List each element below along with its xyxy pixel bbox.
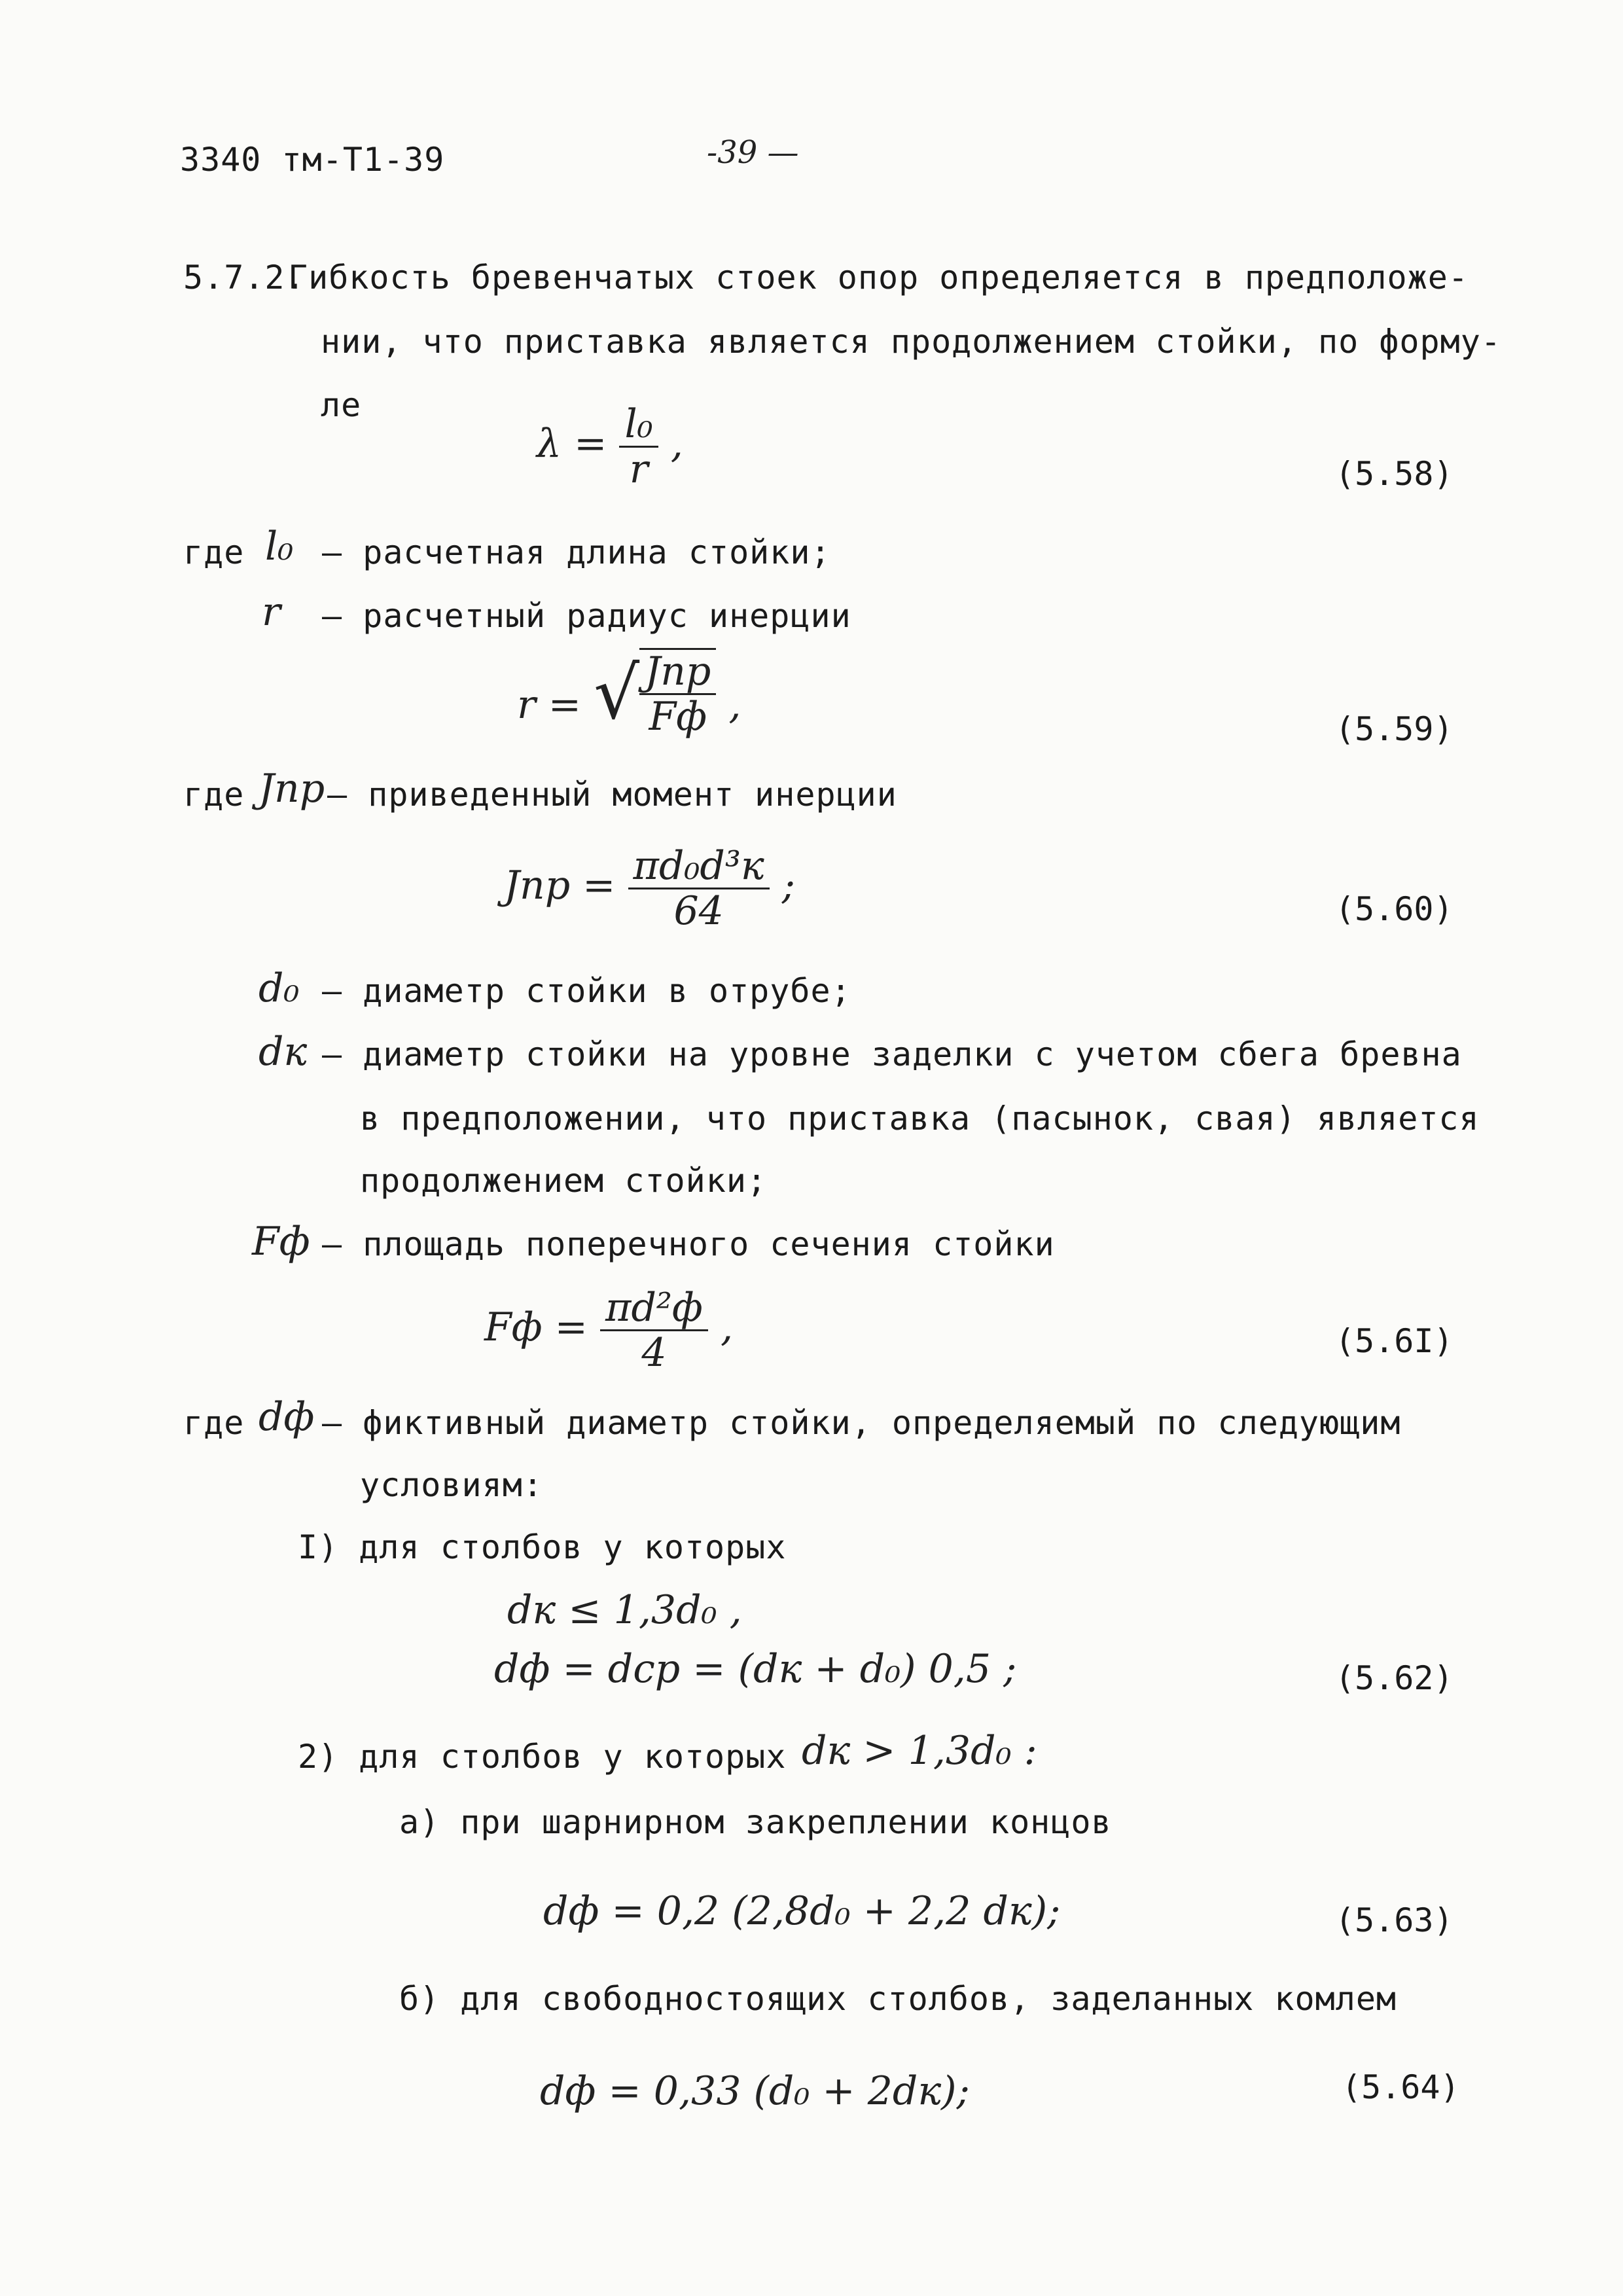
- fraction-denominator: 4: [641, 1330, 667, 1376]
- equation-punctuation: ,: [728, 682, 741, 728]
- definition-text: продолжением стойки;: [360, 1162, 768, 1200]
- subcondition-label: а) при шарнирном закреплении концов: [399, 1803, 1112, 1841]
- square-root: [594, 648, 716, 738]
- subcondition-label: б) для свободностоящих столбов, заделанных комлем: [399, 1980, 1397, 2018]
- equation-5-59: r = √ $\frac{\text{Jпр}}{Fф}$ ,: [517, 649, 741, 740]
- fraction: [600, 1286, 708, 1374]
- definition-text: — расчетный радиус инерции: [322, 597, 851, 635]
- definition-body: площадь поперечного сечения стойки: [363, 1225, 1055, 1263]
- equation-lhs: λ: [537, 421, 562, 467]
- fraction-denominator: 64: [673, 888, 724, 934]
- equation-5-58: λ = $\frac{\text{l₀}}{r}$ ,: [537, 401, 683, 492]
- equation-punctuation: ,: [670, 421, 683, 467]
- equation-lhs: Jпр: [504, 863, 571, 909]
- condition-formula: dк ≤ 1,3d₀ ,: [507, 1587, 742, 1633]
- equation-5-62: dф = dср = (dк + d₀) 0,5 ;: [494, 1646, 1017, 1692]
- definition-text: в предположении, что приставка (пасынок, свая) является: [360, 1100, 1480, 1138]
- condition-formula: dк > 1,3d₀ :: [802, 1728, 1037, 1774]
- paragraph-line: ле: [321, 386, 362, 424]
- symbol: Fф: [252, 1219, 310, 1265]
- equation-number: (5.6I): [1335, 1322, 1454, 1360]
- definition-body: диаметр стойки на уровне заделки с учетом сбега бревна: [363, 1035, 1462, 1073]
- definition-body: расчетный радиус инерции: [363, 597, 851, 635]
- fraction: [628, 844, 770, 933]
- equation-number: (5.58): [1335, 455, 1454, 493]
- fraction: [619, 403, 658, 491]
- equation-number: (5.60): [1335, 890, 1454, 928]
- definition-body: расчетная длина стойки;: [363, 533, 831, 571]
- equation-number: (5.64): [1342, 2068, 1460, 2106]
- fraction-numerator: Jпр: [639, 650, 716, 695]
- fraction-denominator: Fф: [649, 694, 707, 740]
- definition-body: диаметр стойки в отрубе;: [363, 972, 851, 1010]
- equation-number: (5.63): [1335, 1901, 1454, 1939]
- equation-5-64: dф = 0,33 (d₀ + 2dк);: [540, 2068, 970, 2114]
- definition-text: — площадь поперечного сечения стойки: [322, 1225, 1055, 1263]
- equation-5-63: dф = 0,2 (2,8d₀ + 2,2 dк);: [543, 1888, 1061, 1934]
- radical-sign: √: [594, 651, 640, 735]
- page-number: -39 —: [707, 134, 799, 171]
- fraction-numerator: l₀: [619, 403, 658, 448]
- paragraph-line: нии, что приставка является продолжением стойки, по форму-: [321, 323, 1501, 361]
- equation-5-60: Jпр = $\frac{\text{πd₀d³к}}{64}$ ;: [504, 843, 796, 934]
- equation-number: (5.62): [1335, 1659, 1454, 1697]
- symbol: dк: [259, 1029, 308, 1075]
- symbol: Jпр: [259, 766, 325, 812]
- symbol: r: [262, 589, 281, 635]
- definition-text: условиям:: [360, 1466, 543, 1504]
- fraction-numerator: πd₀d³к: [628, 844, 770, 889]
- fraction: [639, 650, 716, 738]
- fraction-denominator: r: [629, 446, 649, 492]
- condition-label: 2) для столбов у которых: [298, 1738, 787, 1776]
- symbol: l₀: [265, 524, 294, 569]
- symbol: d₀: [259, 965, 300, 1011]
- where-label: где: [183, 1404, 245, 1442]
- section-number: 5.7.2.: [183, 259, 306, 296]
- definition-text: — диаметр стойки на уровне заделки с учетом сбега бревна: [322, 1035, 1462, 1073]
- equation-5-61: Fф = $\frac{\text{πd²ф}}{4}$ ,: [484, 1285, 734, 1376]
- definition-text: — приведенный момент инерции: [327, 776, 897, 814]
- equation-punctuation: ;: [781, 863, 796, 909]
- symbol: dф: [259, 1394, 315, 1440]
- definition-text: — фиктивный диаметр стойки, определяемый по следующим: [322, 1404, 1401, 1442]
- definition-body: приведенный момент инерции: [368, 776, 897, 814]
- equation-punctuation: ,: [720, 1304, 734, 1351]
- condition-label: I) для столбов у которых: [298, 1528, 787, 1566]
- where-label: где: [183, 533, 245, 571]
- definition-body: фиктивный диаметр стойки, определяемый по следующим: [363, 1404, 1401, 1442]
- where-label: где: [183, 776, 245, 814]
- paragraph-line: Гибкость бревенчатых стоек опор определяется в предположе-: [288, 259, 1469, 296]
- equation-lhs: r: [517, 682, 536, 728]
- definition-text: — диаметр стойки в отрубе;: [322, 972, 851, 1010]
- definition-text: — расчетная длина стойки;: [322, 533, 831, 571]
- equation-lhs: Fф: [484, 1304, 543, 1351]
- fraction-numerator: πd²ф: [600, 1286, 708, 1331]
- equation-number: (5.59): [1335, 710, 1454, 748]
- document-code: 3340 тм-Т1-39: [180, 141, 445, 179]
